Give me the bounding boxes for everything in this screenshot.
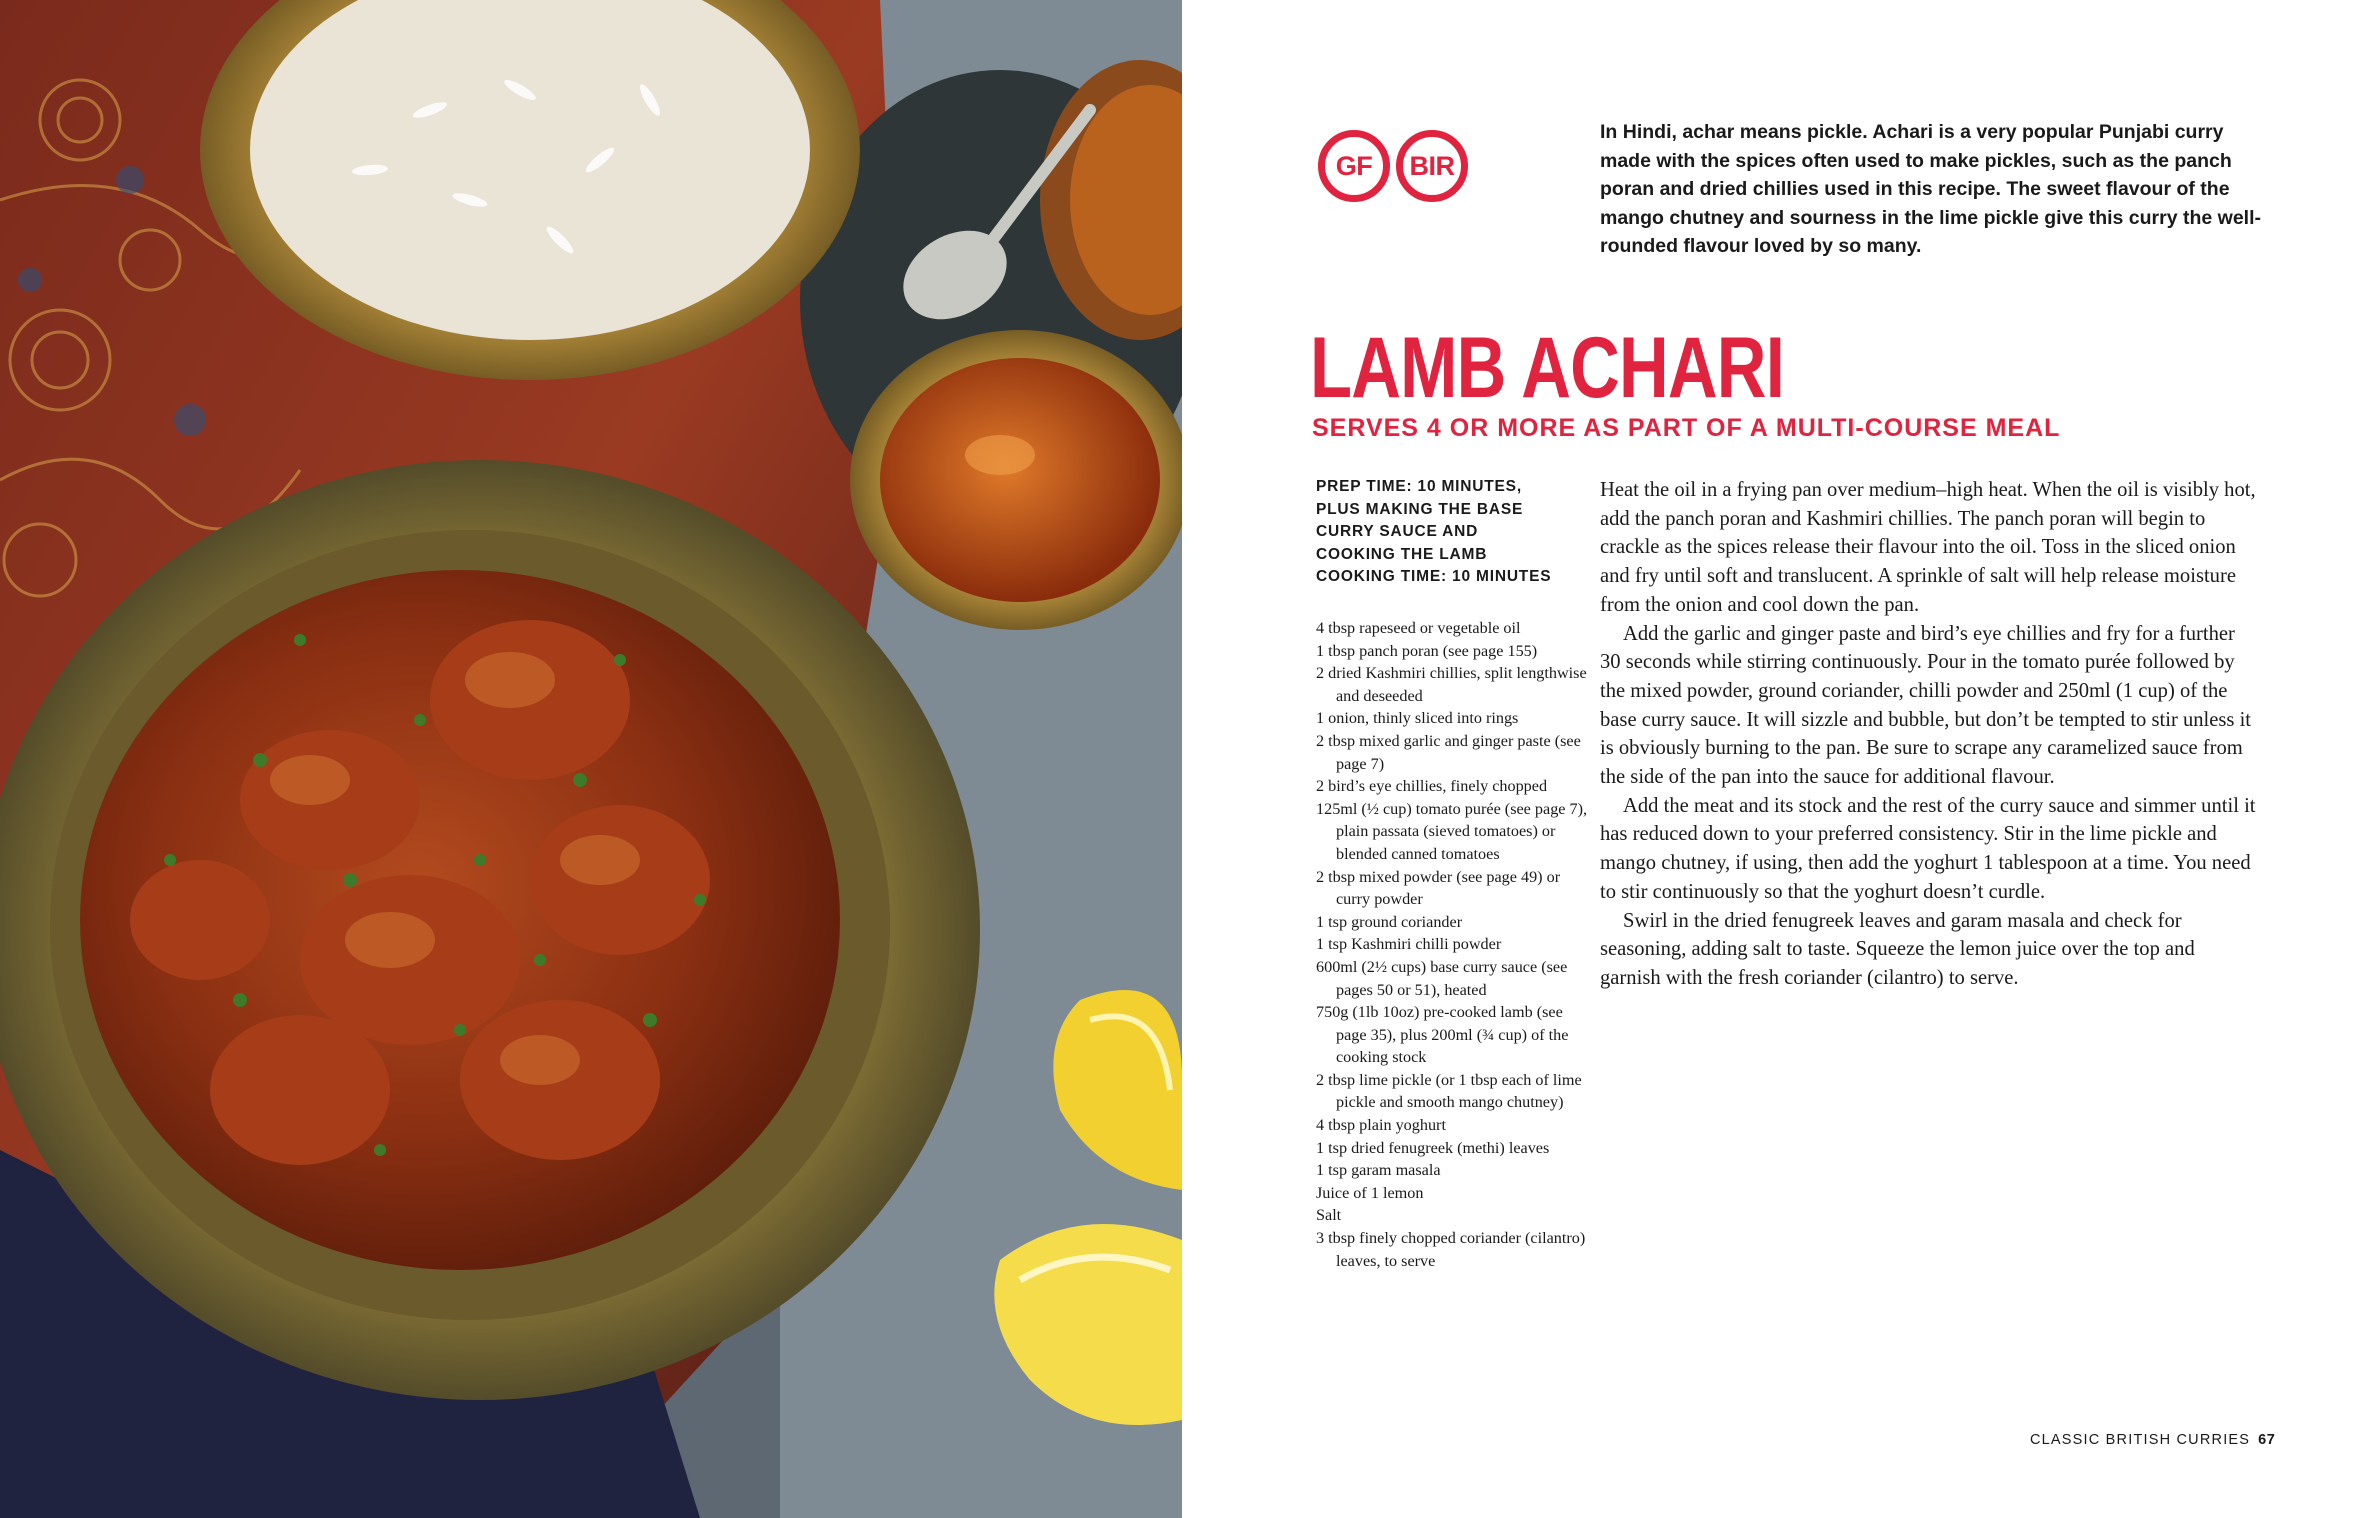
recipe-serves: SERVES 4 OR MORE AS PART OF A MULTI-COURSE MEAL — [1312, 414, 2061, 442]
ingredient-item: 1 onion, thinly sliced into rings — [1316, 709, 1519, 728]
ingredient-item: 2 tbsp mixed garlic and ginger paste (see page 7) — [1316, 731, 1581, 773]
times-line: PLUS MAKING THE BASE — [1316, 500, 1524, 518]
ingredient-item: 2 bird’s eye chillies, finely chopped — [1316, 777, 1548, 796]
page-number: 67 — [2258, 1432, 2276, 1448]
ingredient-item: 1 tsp ground coriander — [1316, 912, 1463, 931]
ingredient-item: Juice of 1 lemon — [1316, 1183, 1424, 1202]
recipe-title: LAMB ACHARI — [1310, 320, 1785, 416]
method-paragraph: Add the meat and its stock and the rest of the curry sauce and simmer until it has reduced down to your preferred consistency. Stir in the lime pickle and mango chutney, if using, then add the yoghurt 1 tablespoon at a time. You need to stir continuously so that the yoghurt doesn’t curdle. — [1600, 794, 2256, 903]
section-name: CLASSIC BRITISH CURRIES — [2030, 1432, 2251, 1448]
ingredient-item: 1 tsp Kashmiri chilli powder — [1316, 935, 1502, 954]
method-text — [1600, 476, 2260, 993]
ingredient-item: 2 dried Kashmiri chillies, split lengthwise and deseeded — [1316, 664, 1587, 705]
ingredient-item: 2 tbsp mixed powder (see page 49) or curry powder — [1316, 867, 1561, 909]
ingredient-item: 750g (1lb 10oz) pre-cooked lamb (see page 35), plus 200ml (¾ cup) of the cooking stock — [1316, 1003, 1569, 1067]
ingredient-item: 1 tbsp panch poran (see page 155) — [1316, 641, 1538, 660]
ingredients-list — [1316, 617, 1591, 1272]
page-footer — [2030, 1432, 2276, 1448]
times-line: PREP TIME: 10 MINUTES, — [1316, 478, 1522, 495]
ingredient-item: 4 tbsp rapeseed or vegetable oil — [1316, 619, 1521, 637]
ingredient-item: 600ml (2½ cups) base curry sauce (see pages 50 or 51), heated — [1316, 957, 1568, 999]
times-line: COOKING TIME: 10 MINUTES — [1316, 568, 1552, 585]
times-line: COOKING THE LAMB — [1316, 545, 1488, 563]
method-paragraph: Heat the oil in a frying pan over medium–high heat. When the oil is visibly hot, add the panch poran and Kashmiri chillies. The panch poran will begin to crackle as the spices release their flavour into the oil. Toss in the sliced onion and fry until soft and translucent. A sprinkle of salt will help release moisture from the onion and cool down the pan. — [1600, 479, 2256, 616]
ingredient-item: 2 tbsp lime pickle (or 1 tbsp each of lime pickle and smooth mango chutney) — [1316, 1070, 1582, 1112]
recipe-intro: In Hindi, achar means pickle. Achari is a very popular Punjabi curry made with the spices often used to make pickles, such as the panch poran and dried chillies used in this recipe. The sweet flavour of the mango chutney and sourness in the lime pickle give this curry the well-rounded flavour loved by so many. — [1600, 121, 2262, 257]
ingredient-item: Salt — [1316, 1206, 1342, 1225]
ingredient-item: 4 tbsp plain yoghurt — [1316, 1116, 1446, 1135]
method-paragraph: Add the garlic and ginger paste and bird’s eye chillies and fry for a further 30 seconds while stirring continuously. Pour in the tomato purée followed by the mixed powder, ground coriander, chilli powder and 250ml (1 cup) of the base curry sauce. It will sizzle and bubble, but don’t be tempted to stir unless it is obviously burning to the pan. Be sure to scrape any caramelized sauce from the side of the pan into the sauce for additional flavour. — [1600, 622, 2252, 789]
method-paragraph: Swirl in the dried fenugreek leaves and garam masala and check for seasoning, adding salt to taste. Squeeze the lemon juice over the top and garnish with the fresh coriander (cilantro) to serve. — [1600, 909, 2195, 989]
ingredient-item: 1 tsp garam masala — [1316, 1161, 1441, 1180]
gluten-free-badge: GF — [1318, 130, 1390, 202]
ingredient-item: 3 tbsp finely chopped coriander (cilantro) leaves, to serve — [1316, 1229, 1586, 1270]
bir-badge: BIR — [1396, 130, 1468, 202]
ingredient-item: 1 tsp dried fenugreek (methi) leaves — [1316, 1138, 1550, 1157]
recipe-times — [1316, 476, 1581, 589]
diet-badges — [1318, 130, 1468, 202]
ingredient-item: 125ml (½ cup) tomato purée (see page 7), plain passata (sieved tomatoes) or blended canned tomatoes — [1316, 799, 1588, 863]
times-line: CURRY SAUCE AND — [1316, 523, 1479, 540]
